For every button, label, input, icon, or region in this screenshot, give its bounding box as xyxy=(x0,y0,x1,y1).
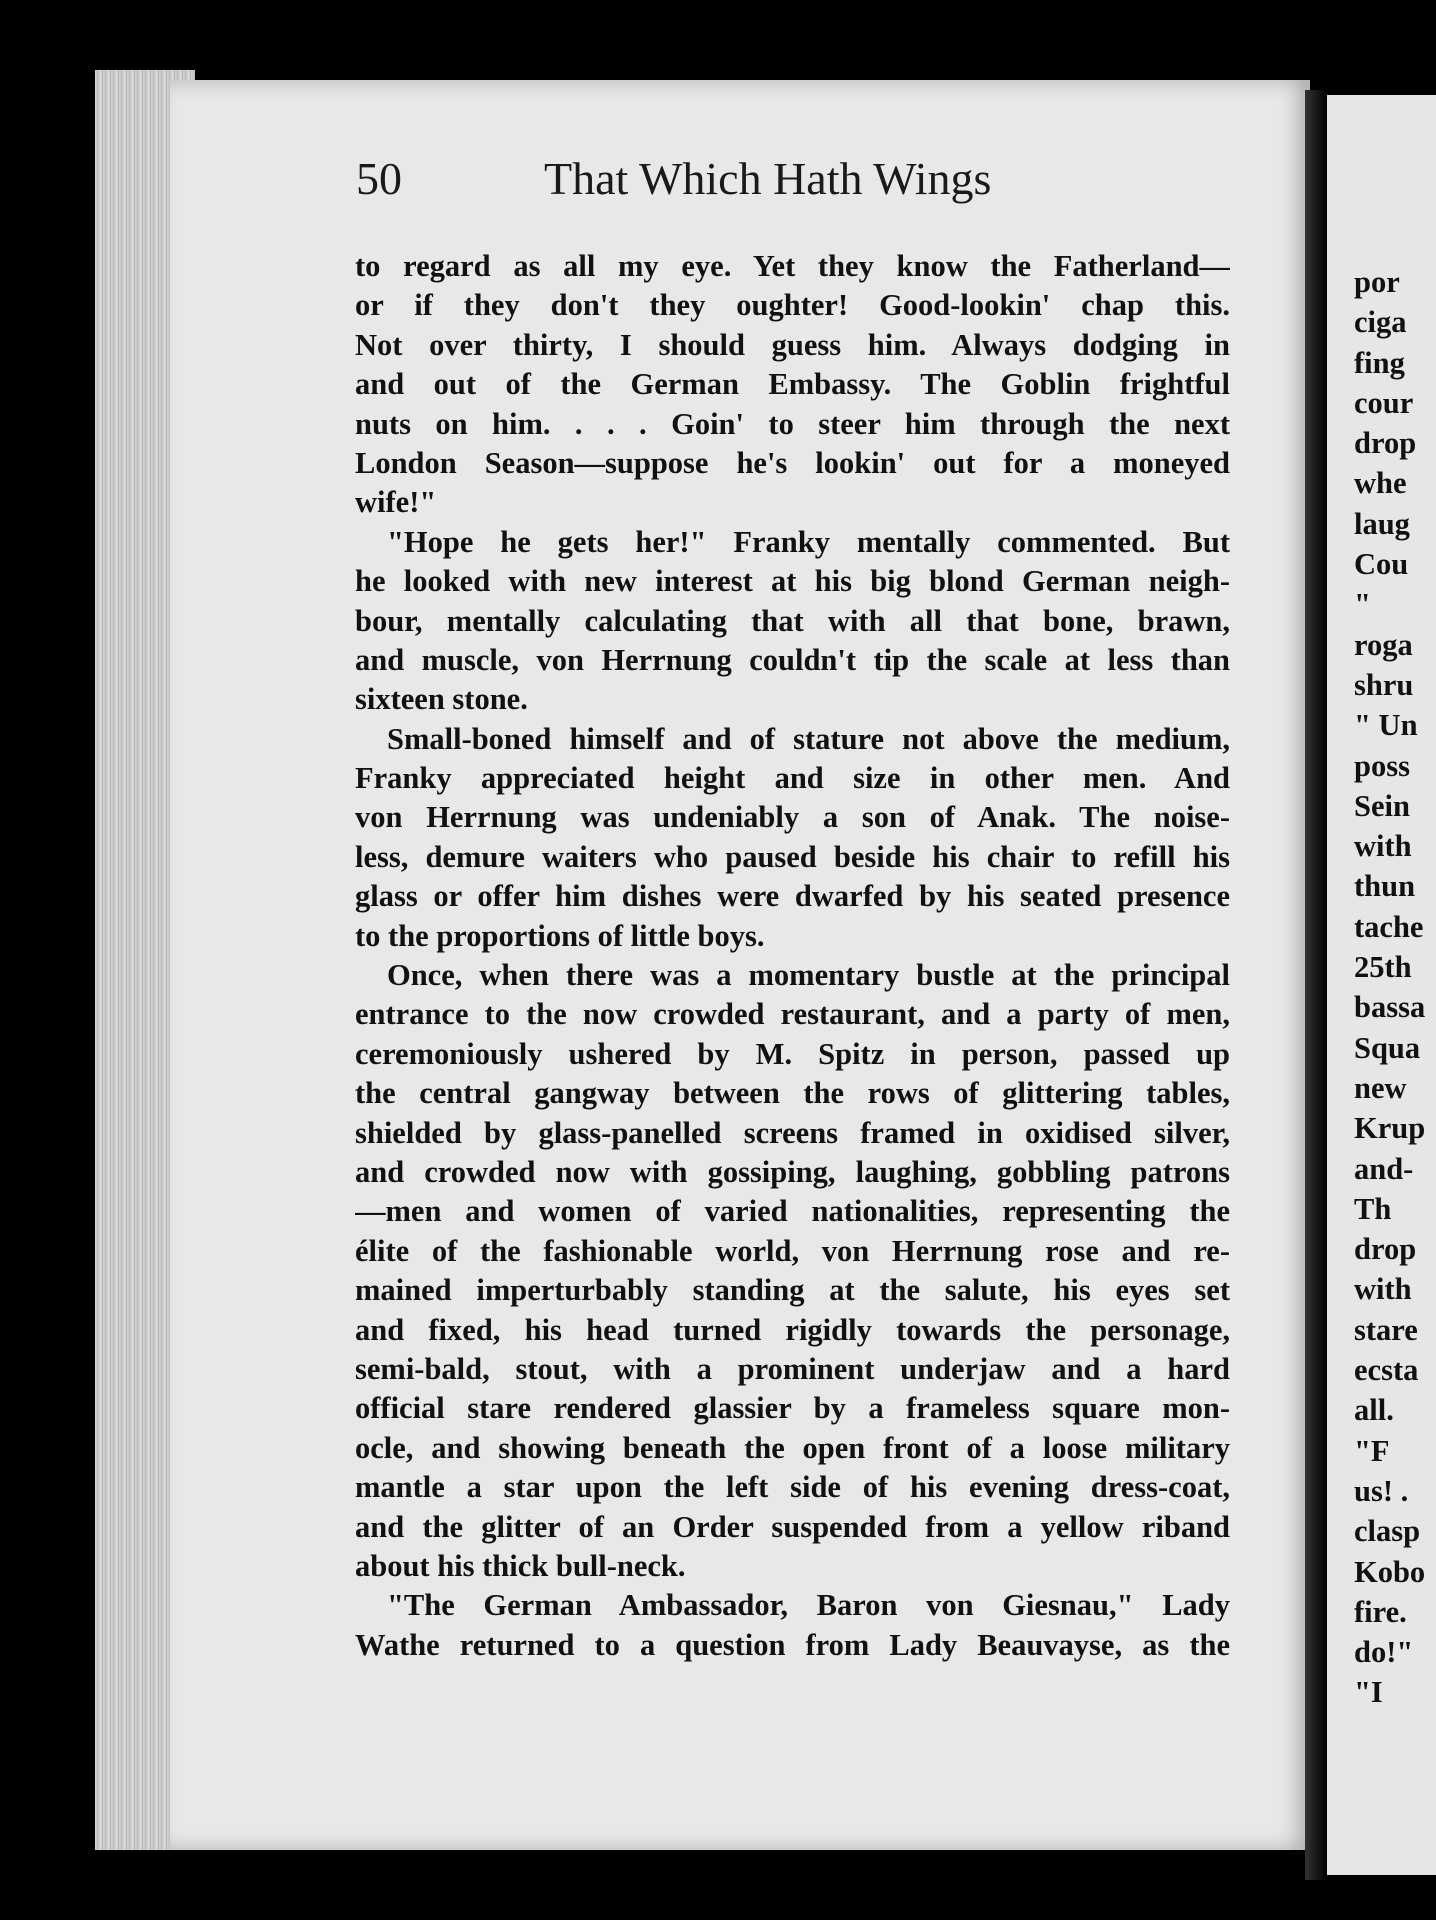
book-gutter xyxy=(1305,90,1327,1880)
text-line: bour, mentally calculating that with all that bone, brawn, xyxy=(355,603,1230,638)
right-text-line: with xyxy=(1354,829,1412,864)
right-text-line: all. xyxy=(1354,1393,1394,1428)
right-text-line: " xyxy=(1354,587,1371,622)
right-text-line: with xyxy=(1354,1272,1412,1307)
text-line: von Herrnung was undeniably a son of Anak. The noise- xyxy=(355,800,1230,835)
right-page-text xyxy=(1354,262,1425,1713)
right-text-line: do!" xyxy=(1354,1635,1414,1670)
text-line: and out of the German Embassy. The Goblin frightful xyxy=(355,367,1230,402)
text-line: "The German Ambassador, Baron von Giesnau," Lady xyxy=(387,1588,1230,1623)
page-number: 50 xyxy=(356,153,402,204)
text-line: official stare rendered glassier by a frameless square mon- xyxy=(355,1391,1230,1426)
text-line: —men and women of varied nationalities, representing the xyxy=(355,1194,1230,1229)
text-line: entrance to the now crowded restaurant, and a party of men, xyxy=(355,997,1230,1032)
right-text-line: poss xyxy=(1354,748,1410,783)
text-line: to the proportions of little boys. xyxy=(355,918,765,953)
text-line: Small-boned himself and of stature not above the medium, xyxy=(387,721,1230,756)
text-line: to regard as all my eye. Yet they know the Fatherland— xyxy=(355,249,1230,283)
right-text-line: Th xyxy=(1354,1191,1392,1226)
right-text-line: 25th xyxy=(1354,950,1412,985)
right-text-line: " Un xyxy=(1354,708,1418,743)
text-line: semi-bald, stout, with a prominent underjaw and a hard xyxy=(355,1351,1230,1386)
right-text-line: fire. xyxy=(1354,1594,1407,1629)
right-text-line: "I xyxy=(1354,1675,1383,1710)
text-line: glass or offer him dishes were dwarfed by his seated presence xyxy=(355,879,1230,914)
right-text-line: Kobo xyxy=(1354,1554,1426,1589)
body-text xyxy=(355,247,1230,1665)
right-text-line: clasp xyxy=(1354,1514,1421,1549)
text-line: and fixed, his head turned rigidly towards the personage, xyxy=(355,1312,1230,1347)
text-line: ceremoniously ushered by M. Spitz in person, passed up xyxy=(355,1036,1230,1071)
text-line: and crowded now with gossiping, laughing, gobbling patrons xyxy=(355,1154,1230,1189)
right-text-line: Squa xyxy=(1354,1030,1421,1065)
text-line: less, demure waiters who paused beside his chair to refill his xyxy=(355,839,1230,874)
right-text-line: whe xyxy=(1354,466,1407,501)
right-text-line: por xyxy=(1354,265,1400,299)
text-line: mantle a star upon the left side of his evening dress-coat, xyxy=(355,1470,1230,1505)
right-text-line: stare xyxy=(1354,1312,1418,1347)
text-line: Wathe returned to a question from Lady Beauvayse, as the xyxy=(355,1627,1230,1662)
text-line: and the glitter of an Order suspended from a yellow riband xyxy=(355,1509,1230,1544)
right-text-line: "F xyxy=(1354,1433,1390,1468)
right-text-line: roga xyxy=(1354,627,1413,662)
text-line: ocle, and showing beneath the open front of a loose military xyxy=(355,1430,1230,1465)
right-text-line: Krup xyxy=(1354,1111,1426,1146)
right-text-line: shru xyxy=(1354,667,1414,702)
text-line: sixteen stone. xyxy=(355,682,528,717)
right-text-line: ciga xyxy=(1354,305,1407,340)
text-line: he looked with new interest at his big blond German neigh- xyxy=(355,564,1230,599)
right-text-line: drop xyxy=(1354,426,1417,461)
right-text-line: us! . xyxy=(1354,1473,1409,1508)
text-line: élite of the fashionable world, von Herrnung rose and re- xyxy=(355,1233,1230,1268)
right-text-line: thun xyxy=(1354,869,1416,904)
right-text-line: laug xyxy=(1354,506,1410,541)
right-text-line: new xyxy=(1354,1070,1407,1105)
right-text-line: and- xyxy=(1354,1151,1414,1186)
right-text-line: fing xyxy=(1354,345,1405,380)
right-text-line: Cou xyxy=(1354,547,1409,582)
text-line: "Hope he gets her!" Franky mentally commented. But xyxy=(387,524,1230,559)
right-text-line: Sein xyxy=(1354,788,1410,823)
right-text-line: drop xyxy=(1354,1232,1417,1267)
running-title: That Which Hath Wings xyxy=(544,153,992,204)
right-text-line: tache xyxy=(1354,909,1424,944)
right-text-line: cour xyxy=(1354,385,1414,420)
text-line: Not over thirty, I should guess him. Always dodging in xyxy=(355,327,1230,362)
text-line: mained imperturbably standing at the salute, his eyes set xyxy=(355,1273,1230,1308)
text-line: or if they don't they oughter! Good-lookin' chap this. xyxy=(355,288,1230,323)
right-text-line: ecsta xyxy=(1354,1353,1419,1388)
text-line: about his thick bull-neck. xyxy=(355,1548,686,1583)
text-line: shielded by glass-panelled screens framed in oxidised silver, xyxy=(355,1115,1230,1150)
page-header xyxy=(356,152,1056,212)
right-page xyxy=(1327,95,1436,1875)
right-text-line: bassa xyxy=(1354,990,1426,1025)
text-line: nuts on him. . . . Goin' to steer him through the next xyxy=(355,406,1230,441)
text-line: and muscle, von Herrnung couldn't tip the scale at less than xyxy=(355,642,1230,677)
text-line: London Season—suppose he's lookin' out for a moneyed xyxy=(355,445,1230,480)
text-line: wife!" xyxy=(355,485,437,520)
text-line: the central gangway between the rows of glittering tables, xyxy=(355,1076,1230,1111)
text-line: Once, when there was a momentary bustle at the principal xyxy=(387,958,1230,993)
text-line: Franky appreciated height and size in other men. And xyxy=(355,761,1230,796)
